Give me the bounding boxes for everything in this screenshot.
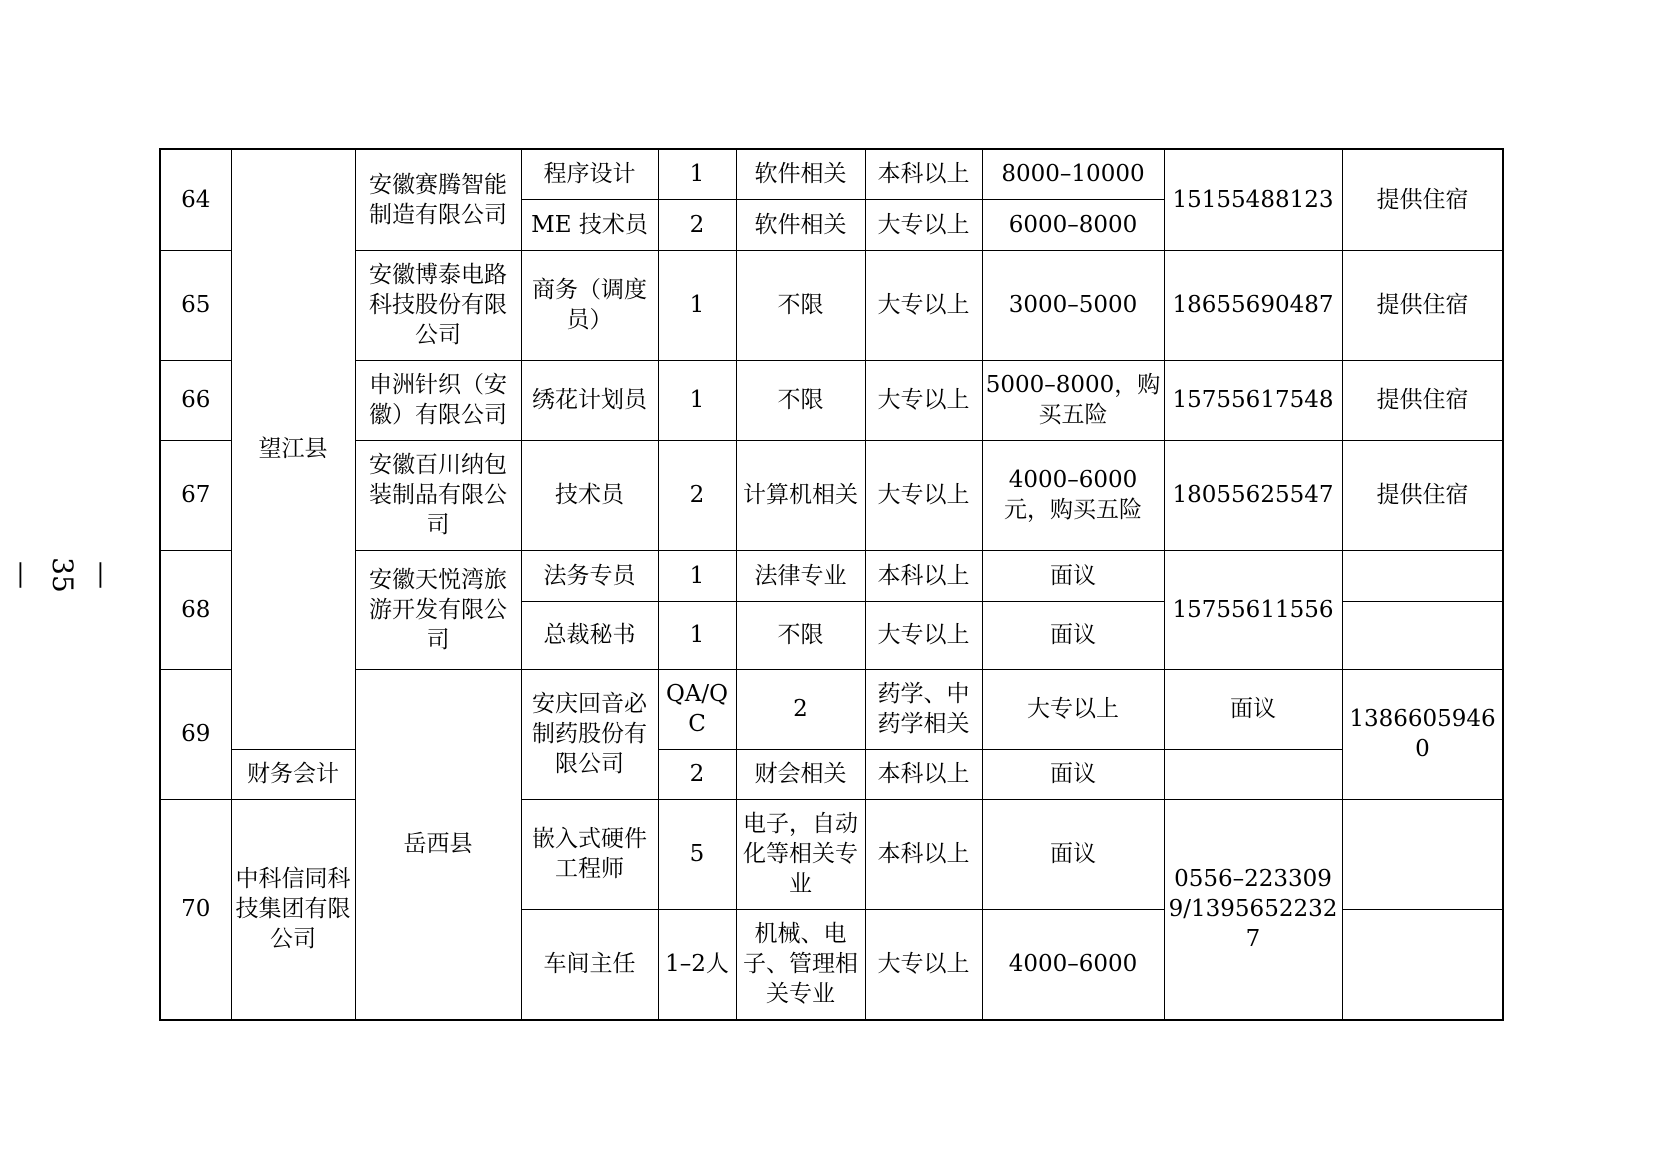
education-cell: 大专以上 [865,360,982,440]
major-cell: 不限 [736,250,865,360]
note-cell [1164,749,1342,799]
company-name: 安徽天悦湾旅游开发有限公司 [355,550,521,669]
row-number: 65 [160,250,231,360]
row-number: 70 [160,799,231,1020]
note-cell [1342,799,1503,909]
company-name: 中科信同科技集团有限公司 [231,799,355,1020]
major-cell: 法律专业 [736,550,865,601]
row-number: 64 [160,149,231,250]
row-number: 66 [160,360,231,440]
count-cell: 2 [658,199,736,250]
note-cell: 提供住宿 [1342,440,1503,550]
education-cell: 大专以上 [865,250,982,360]
position-cell: 商务（调度员） [521,250,658,360]
county-cell: 岳西县 [355,669,521,1020]
row-number: 68 [160,550,231,669]
salary-cell: 6000–8000 [982,199,1164,250]
position-cell: 绣花计划员 [521,360,658,440]
position-cell: ME 技术员 [521,199,658,250]
row-number: 67 [160,440,231,550]
position-cell: 嵌入式硬件工程师 [521,799,658,909]
phone-cell: 15755617548 [1164,360,1342,440]
major-cell: 电子，自动化等相关专业 [736,799,865,909]
major-cell: 不限 [736,601,865,669]
count-cell: 1 [658,360,736,440]
education-cell: 本科以上 [865,799,982,909]
job-listing-table [159,148,1504,1021]
count-cell: 2 [658,440,736,550]
company-name: 安徽博泰电路科技股份有限公司 [355,250,521,360]
position-cell: QA/QC [658,669,736,749]
table-row [160,149,1503,199]
count-cell: 2 [736,669,865,749]
table-row [160,360,1503,440]
salary-cell: 面议 [982,550,1164,601]
salary-cell: 8000–10000 [982,149,1164,199]
note-cell: 提供住宿 [1342,149,1503,250]
count-cell: 2 [658,749,736,799]
major-cell: 财会相关 [736,749,865,799]
major-cell: 软件相关 [736,199,865,250]
page-number: —35— [6,557,119,593]
county-cell: 望江县 [231,149,355,749]
major-cell: 药学、中药学相关 [865,669,982,749]
note-cell: 提供住宿 [1342,250,1503,360]
education-cell: 本科以上 [865,149,982,199]
education-cell: 大专以上 [865,199,982,250]
note-cell: 提供住宿 [1342,360,1503,440]
count-cell: 1 [658,550,736,601]
table-row [160,250,1503,360]
table-row [160,550,1503,601]
salary-cell: 面议 [982,601,1164,669]
major-cell: 不限 [736,360,865,440]
salary-cell: 面议 [982,749,1164,799]
position-cell: 财务会计 [231,749,355,799]
education-cell: 大专以上 [982,669,1164,749]
position-cell: 总裁秘书 [521,601,658,669]
company-name: 安徽赛腾智能制造有限公司 [355,149,521,250]
position-cell: 程序设计 [521,149,658,199]
company-name: 申洲针织（安徽）有限公司 [355,360,521,440]
major-cell: 机械、电子、管理相关专业 [736,909,865,1020]
salary-cell: 4000–6000 元，购买五险 [982,440,1164,550]
count-cell: 1–2人 [658,909,736,1020]
major-cell: 软件相关 [736,149,865,199]
note-cell [1342,909,1503,1020]
company-name: 安庆回音必制药股份有限公司 [521,669,658,799]
table-row [160,440,1503,550]
phone-cell: 18655690487 [1164,250,1342,360]
phone-cell: 0556–2233099/13956522327 [1164,799,1342,1020]
education-cell: 大专以上 [865,909,982,1020]
education-cell: 本科以上 [865,550,982,601]
note-cell [1342,550,1503,601]
phone-cell: 15755611556 [1164,550,1342,669]
education-cell: 大专以上 [865,601,982,669]
table-row [160,669,1503,749]
salary-cell: 4000–6000 [982,909,1164,1020]
position-cell: 技术员 [521,440,658,550]
count-cell: 1 [658,250,736,360]
education-cell: 大专以上 [865,440,982,550]
major-cell: 计算机相关 [736,440,865,550]
row-number: 69 [160,669,231,799]
count-cell: 1 [658,601,736,669]
phone-cell: 18055625547 [1164,440,1342,550]
count-cell: 1 [658,149,736,199]
position-cell: 法务专员 [521,550,658,601]
salary-cell: 面议 [1164,669,1342,749]
company-name: 安徽百川纳包装制品有限公司 [355,440,521,550]
education-cell: 本科以上 [865,749,982,799]
salary-cell: 面议 [982,799,1164,909]
salary-cell: 3000–5000 [982,250,1164,360]
salary-cell: 5000–8000，购买五险 [982,360,1164,440]
count-cell: 5 [658,799,736,909]
note-cell [1342,601,1503,669]
phone-cell: 13866059460 [1342,669,1503,799]
position-cell: 车间主任 [521,909,658,1020]
phone-cell: 15155488123 [1164,149,1342,250]
